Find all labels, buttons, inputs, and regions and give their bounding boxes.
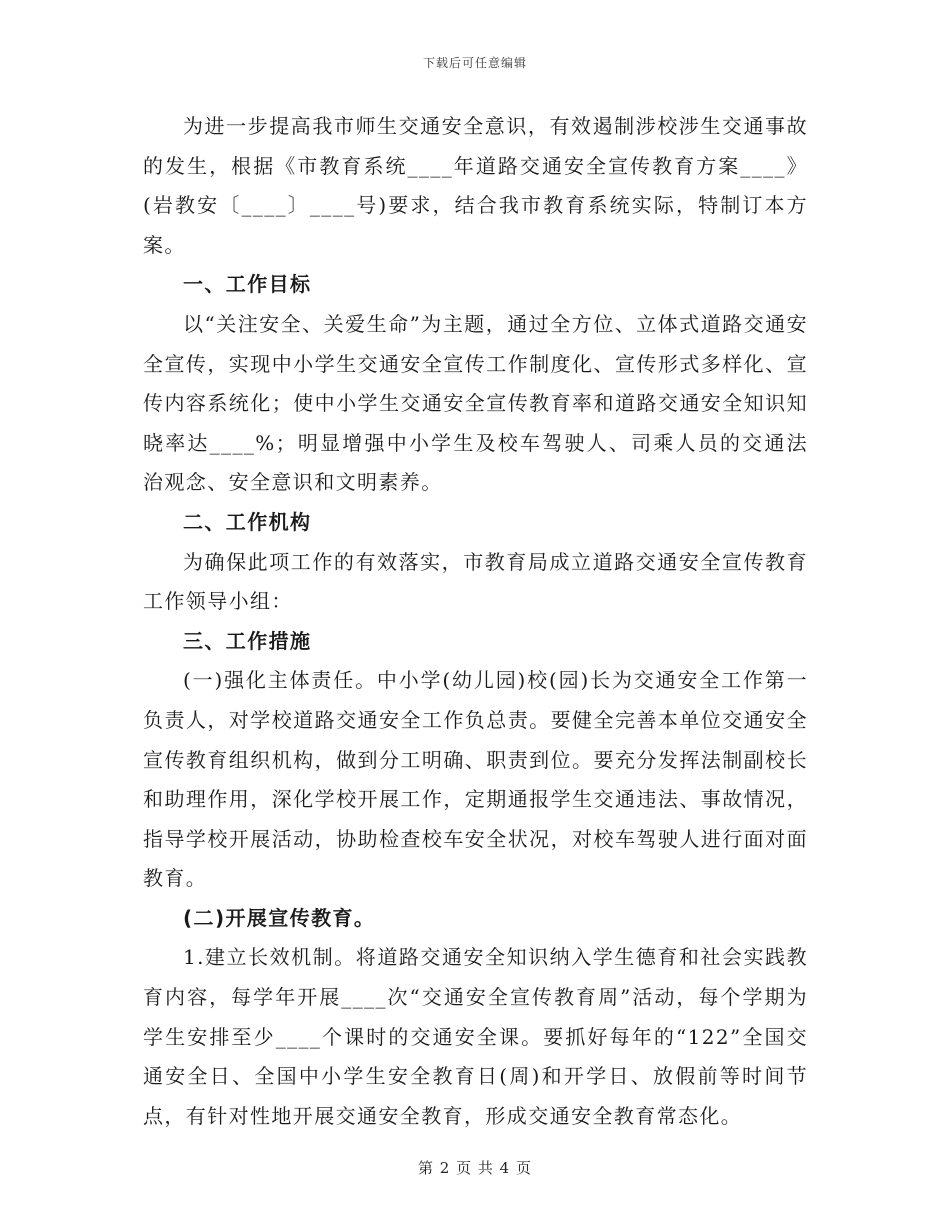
- subsection-heading-publicity-education: (二)开展宣传教育。: [183, 905, 376, 930]
- page-number-footer: 第 2 页 共 4 页: [418, 1159, 532, 1177]
- work-goals-paragraph: 以“关注安全、关爱生命”为主题，通过全方位、立体式道路交通安全宣传，实现中小学生交通安全宣传工作制度化、宣传形式多样化、宣传内容系统化；使中小学生交通安全宣传教育率和道路交通安全知识知晓率达____%；明显增强中小学生及校车驾驶人、司乘人员的交通法治观念、安全意识和文明素养。: [143, 311, 808, 495]
- document-body: [143, 107, 808, 1136]
- page-header: 下载后可任意编辑: [422, 56, 527, 70]
- section-heading-work-measures: 三、工作措施: [183, 628, 312, 653]
- long-term-mechanism-paragraph: 1.建立长效机制。将道路交通安全知识纳入学生德育和社会实践教育内容，每学年开展____次“交通安全宣传教育周”活动，每个学期为学生安排至少____个课时的交通安全课。要抓好每年的“122”全国交通安全日、全国中小学生安全教育日(周)和开学日、放假前等时间节点，有针对性地开展交通安全教育，形成交通安全教育常态化。: [143, 945, 808, 1128]
- responsibility-paragraph: (一)强化主体责任。中小学(幼儿园)校(园)长为交通安全工作第一负责人，对学校道路交通安全工作负总责。要健全完善本单位交通安全宣传教育组织机构，做到分工明确、职责到位。要充分发挥法制副校长和助理作用，深化学校开展工作，定期通报学生交通违法、事故情况，指导学校开展活动，协助检查校车安全状况，对校车驾驶人进行面对面教育。: [143, 668, 808, 891]
- work-organization-paragraph: 为确保此项工作的有效落实，市教育局成立道路交通安全宣传教育工作领导小组：: [143, 549, 808, 614]
- section-heading-work-organization: 二、工作机构: [183, 509, 312, 534]
- section-heading-work-goals: 一、工作目标: [183, 272, 312, 297]
- intro-paragraph: 为进一步提高我市师生交通安全意识，有效遏制涉校涉生交通事故的发生，根据《市教育系统____年道路交通安全宣传教育方案____》(岩教安〔____〕____号)要求，结合我市教育系统实际，特制订本方案。: [143, 114, 808, 257]
